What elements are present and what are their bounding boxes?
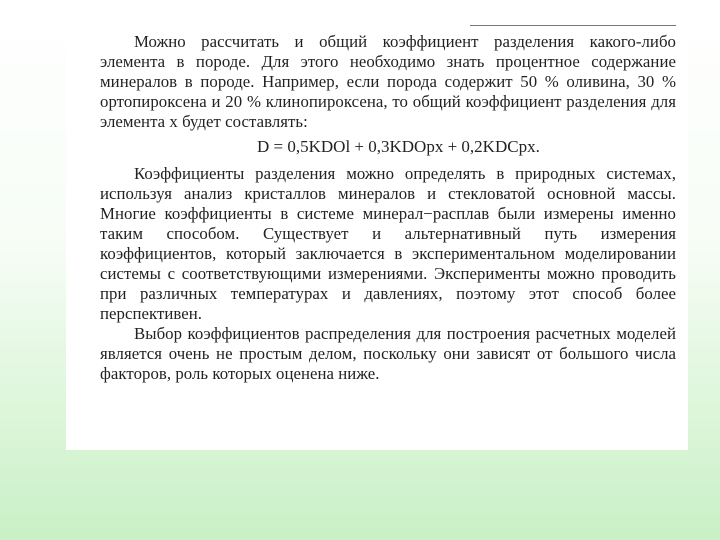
top-rule xyxy=(470,25,676,26)
partition-formula xyxy=(100,136,676,158)
scanned-page xyxy=(66,14,688,450)
paragraph-measurement-methods: Коэффициенты разделения можно определять в природных системах, используя анализ кристаллов минералов и стекловатой основной массы. Многие коэффициенты в системе минерал−расплав были измерены именно таким способом. Существует и альтернативный путь измерения коэффициентов, который заключается в экспериментальном моделировании системы с соответствующими измерениями. Эксперименты можно проводить при различных температурах и давлениях, поэтому этот способ более перспективен. xyxy=(100,164,676,323)
paragraph-coefficient-choice: Выбор коэффициентов распределения для построения расчетных моделей является очень не простым делом, поскольку они зависят от большого числа факторов, роль которых оценена ниже. xyxy=(100,324,676,383)
formula-text: D = 0,5KDOl + 0,3KDOpx + 0,2KDCpx. xyxy=(257,137,540,156)
paragraph-total-coefficient: Можно рассчитать и общий коэффициент разделения какого-либо элемента в породе. Для этого необходимо знать процентное содержание минералов в породе. Например, если порода содержит 50 % оливина, 30 % ортопироксена и 20 % клинопироксена, то общий коэффициент разделения для элемента x будет составлять: xyxy=(100,32,676,131)
